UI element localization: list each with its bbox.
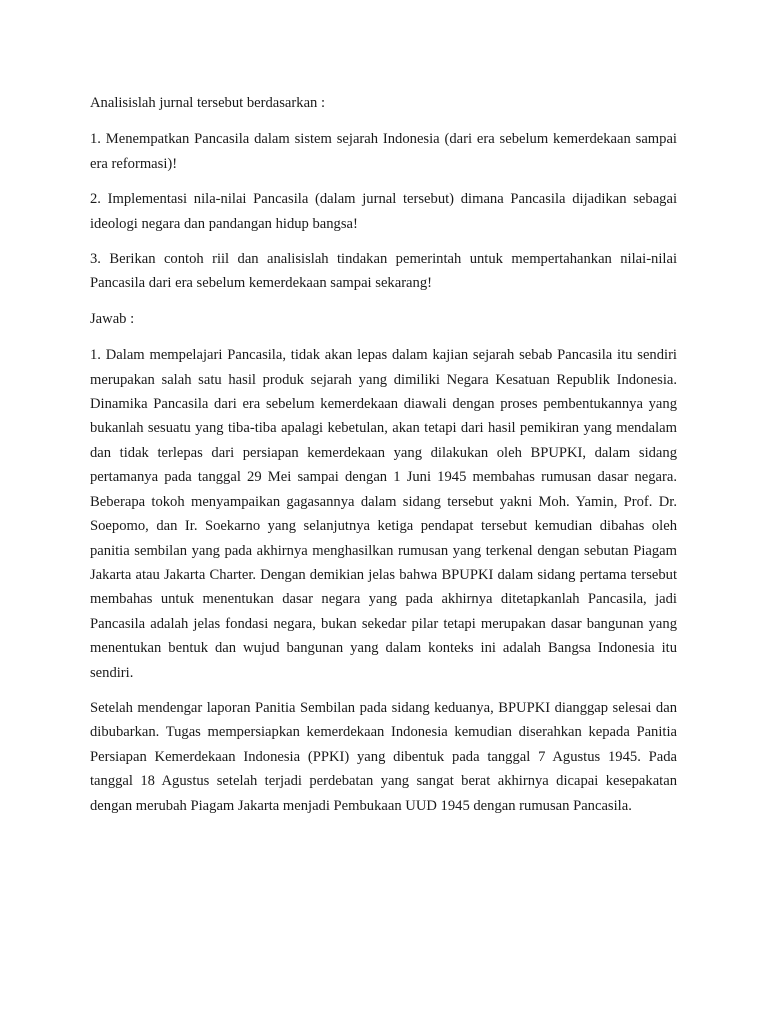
answer-paragraph-1: 1. Dalam mempelajari Pancasila, tidak akan lepas dalam kajian sejarah sebab Pancasila itu sendiri merupakan salah satu hasil produk sejarah yang dimiliki Negara Kesatuan Republik Indonesia. Dinamika Pancasila dari era sebelum kemerdekaan diawali dengan proses pembentukannya yang bukanlah sesuatu yang tiba-tiba apalagi kebetulan, akan tetapi dari hasil pemikiran yang mendalam dan tidak terlepas dari persiapan kemerdekaan yang dilakukan oleh BPUPKI, dalam sidang pertamanya pada tanggal 29 Mei sampai dengan 1 Juni 1945 membahas rumusan dasar negara. Beberapa tokoh menyampaikan gagasannya dalam sidang tersebut yakni Moh. Yamin, Prof. Dr. Soepomo, dan Ir. Soekarno yang selanjutnya ketiga pendapat tersebut kemudian dibahas oleh panitia sembilan yang pada akhirnya menghasilkan rumusan yang terkenal dengan sebutan Piagam Jakarta atau Jakarta Charter. Dengan demikian jelas bahwa BPUPKI dalam sidang pertama tersebut membahas untuk menentukan dasar negara yang pada akhirnya ditetapkanlah Pancasila, jadi Pancasila adalah jelas fondasi negara, bukan sekedar pilar tetapi merupakan dasar bangunan yang menentukan bentuk dan wujud bangunan yang dalam konteks ini adalah Bangsa Indonesia itu sendiri. xyxy=(90,347,677,681)
question-3: 3. Berikan contoh riil dan analisislah tindakan pemerintah untuk mempertahankan nilai-nilai Pancasila dari era sebelum kemerdekaan sampai sekarang! xyxy=(90,251,677,292)
question-1: 1. Menempatkan Pancasila dalam sistem sejarah Indonesia (dari era sebelum kemerdekaan sampai era reformasi)! xyxy=(90,131,677,172)
answer-label: Jawab : xyxy=(90,310,135,327)
answer-paragraph-2: Setelah mendengar laporan Panitia Sembilan pada sidang keduanya, BPUPKI dianggap selesai dan dibubarkan. Tugas mempersiapkan kemerdekaan Indonesia kemudian diserahkan kepada Panitia Persiapan Kemerdekaan Indonesia (PPKI) yang dibentuk pada tanggal 7 Agustus 1945. Pada tanggal 18 Agustus setelah terjadi perdebatan yang sangat berat akhirnya dicapai kesepakatan dengan merubah Piagam Jakarta menjadi Pembukaan UUD 1945 dengan rumusan Pancasila. xyxy=(90,699,677,814)
document-page xyxy=(90,91,677,829)
intro-text: Analisislah jurnal tersebut berdasarkan : xyxy=(90,95,326,111)
question-2: 2. Implementasi nila-nilai Pancasila (dalam jurnal tersebut) dimana Pancasila dijadikan sebagai ideologi negara dan pandangan hidup bangsa! xyxy=(90,191,677,232)
